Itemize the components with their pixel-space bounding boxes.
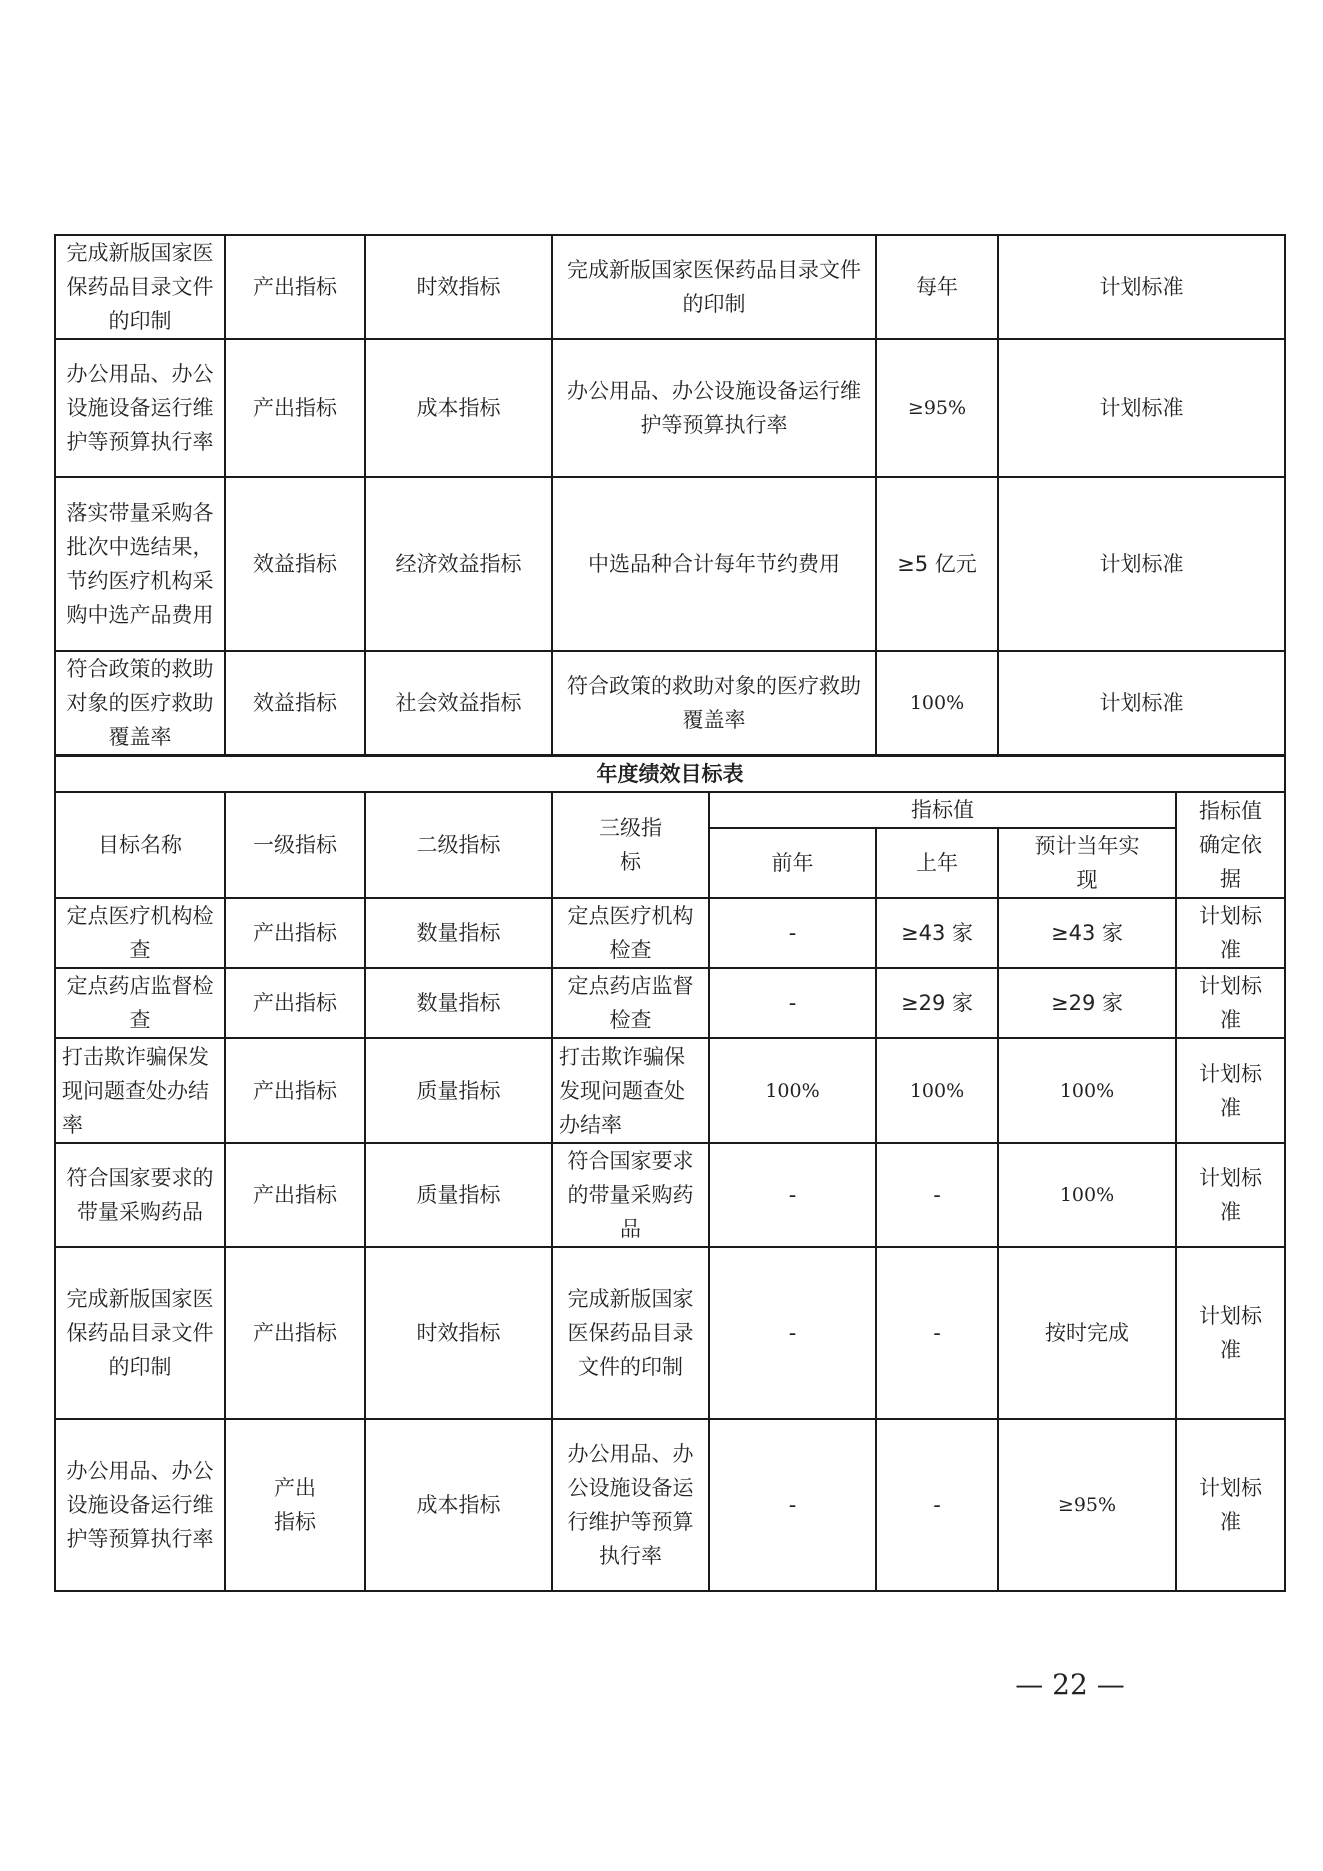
level2-cell: 成本指标 [365, 339, 552, 477]
basis-cell: 计划标准 [1176, 1419, 1285, 1591]
table-row [55, 235, 1285, 339]
table-row [55, 1143, 1285, 1247]
level2-cell: 时效指标 [365, 235, 552, 339]
prev-prev-value-cell: - [709, 1143, 876, 1247]
table-row [55, 1038, 1285, 1143]
table-row [55, 477, 1285, 651]
goal-name-cell: 符合国家要求的带量采购药品 [55, 1143, 225, 1247]
level1-cell: 产出指标 [225, 1038, 365, 1143]
level1-cell: 产出指标 [225, 339, 365, 477]
annual-performance-table [54, 755, 1286, 1592]
goal-name-cell: 办公用品、办公设施设备运行维护等预算执行率 [55, 339, 225, 477]
table-row [55, 651, 1285, 755]
goal-name-cell: 符合政策的救助对象的医疗救助覆盖率 [55, 651, 225, 755]
header-prev-year: 上年 [876, 828, 998, 898]
level1-cell: 产出指标 [225, 1247, 365, 1419]
basis-cell: 计划标准 [998, 651, 1285, 755]
prev-value-cell: ≥43 家 [876, 898, 998, 968]
prev-value-cell: - [876, 1247, 998, 1419]
expected-value-cell: 按时完成 [998, 1247, 1176, 1419]
expected-value-cell: 100% [998, 1143, 1176, 1247]
value-cell: ≥5 亿元 [876, 477, 998, 651]
header-level3: 三级指标 [552, 792, 709, 898]
level1-cell: 产出指标 [225, 1419, 365, 1591]
goal-name-cell: 完成新版国家医保药品目录文件的印制 [55, 1247, 225, 1419]
table-row [55, 339, 1285, 477]
table-title: 年度绩效目标表 [55, 756, 1285, 792]
level3-cell: 完成新版国家医保药品目录文件的印制 [552, 1247, 709, 1419]
expected-value-cell: ≥29 家 [998, 968, 1176, 1038]
value-cell: ≥95% [876, 339, 998, 477]
table-row [55, 898, 1285, 968]
basis-cell: 计划标准 [998, 235, 1285, 339]
level2-cell: 社会效益指标 [365, 651, 552, 755]
level1-cell: 产出指标 [225, 968, 365, 1038]
level3-cell: 符合国家要求的带量采购药品 [552, 1143, 709, 1247]
level3-cell: 打击欺诈骗保发现问题查处办结率 [552, 1038, 709, 1143]
level2-cell: 经济效益指标 [365, 477, 552, 651]
basis-cell: 计划标准 [998, 477, 1285, 651]
goal-name-cell: 定点医疗机构检查 [55, 898, 225, 968]
prev-prev-value-cell: - [709, 898, 876, 968]
prev-value-cell: - [876, 1419, 998, 1591]
basis-cell: 计划标准 [1176, 898, 1285, 968]
level3-cell: 定点药店监督检查 [552, 968, 709, 1038]
expected-value-cell: 100% [998, 1038, 1176, 1143]
table-title-row [55, 756, 1285, 792]
header-expected: 预计当年实现 [998, 828, 1176, 898]
level2-cell: 质量指标 [365, 1143, 552, 1247]
table-row [55, 1247, 1285, 1419]
header-basis: 指标值确定依据 [1176, 792, 1285, 898]
basis-cell: 计划标准 [998, 339, 1285, 477]
level1-cell: 效益指标 [225, 651, 365, 755]
basis-cell: 计划标准 [1176, 968, 1285, 1038]
expected-value-cell: ≥95% [998, 1419, 1176, 1591]
level2-cell: 成本指标 [365, 1419, 552, 1591]
goal-name-cell: 办公用品、办公设施设备运行维护等预算执行率 [55, 1419, 225, 1591]
level3-cell: 定点医疗机构检查 [552, 898, 709, 968]
goal-name-cell: 完成新版国家医保药品目录文件的印制 [55, 235, 225, 339]
level3-cell: 符合政策的救助对象的医疗救助覆盖率 [552, 651, 876, 755]
header-prev-prev-year: 前年 [709, 828, 876, 898]
table-row [55, 968, 1285, 1038]
prev-prev-value-cell: 100% [709, 1038, 876, 1143]
prev-value-cell: 100% [876, 1038, 998, 1143]
level3-cell: 中选品种合计每年节约费用 [552, 477, 876, 651]
header-row [55, 792, 1285, 828]
upper-indicator-table [54, 234, 1286, 756]
table-row [55, 1419, 1285, 1591]
value-cell: 100% [876, 651, 998, 755]
level2-cell: 数量指标 [365, 898, 552, 968]
level2-cell: 时效指标 [365, 1247, 552, 1419]
prev-prev-value-cell: - [709, 1419, 876, 1591]
prev-prev-value-cell: - [709, 1247, 876, 1419]
level3-cell: 办公用品、办公设施设备运行维护等预算执行率 [552, 1419, 709, 1591]
level1-cell: 效益指标 [225, 477, 365, 651]
level1-cell: 产出指标 [225, 235, 365, 339]
level3-cell: 办公用品、办公设施设备运行维护等预算执行率 [552, 339, 876, 477]
goal-name-cell: 落实带量采购各批次中选结果，节约医疗机构采购中选产品费用 [55, 477, 225, 651]
value-cell: 每年 [876, 235, 998, 339]
basis-cell: 计划标准 [1176, 1247, 1285, 1419]
goal-name-cell: 打击欺诈骗保发现问题查处办结率 [55, 1038, 225, 1143]
header-goal-name: 目标名称 [55, 792, 225, 898]
prev-value-cell: - [876, 1143, 998, 1247]
level3-cell: 完成新版国家医保药品目录文件的印制 [552, 235, 876, 339]
level2-cell: 质量指标 [365, 1038, 552, 1143]
header-value-group: 指标值 [709, 792, 1176, 828]
level1-cell: 产出指标 [225, 1143, 365, 1247]
header-level2: 二级指标 [365, 792, 552, 898]
basis-cell: 计划标准 [1176, 1038, 1285, 1143]
level2-cell: 数量指标 [365, 968, 552, 1038]
expected-value-cell: ≥43 家 [998, 898, 1176, 968]
prev-prev-value-cell: - [709, 968, 876, 1038]
prev-value-cell: ≥29 家 [876, 968, 998, 1038]
level1-cell: 产出指标 [225, 898, 365, 968]
basis-cell: 计划标准 [1176, 1143, 1285, 1247]
header-level1: 一级指标 [225, 792, 365, 898]
page-number: — 22 — [1015, 1668, 1125, 1701]
goal-name-cell: 定点药店监督检查 [55, 968, 225, 1038]
